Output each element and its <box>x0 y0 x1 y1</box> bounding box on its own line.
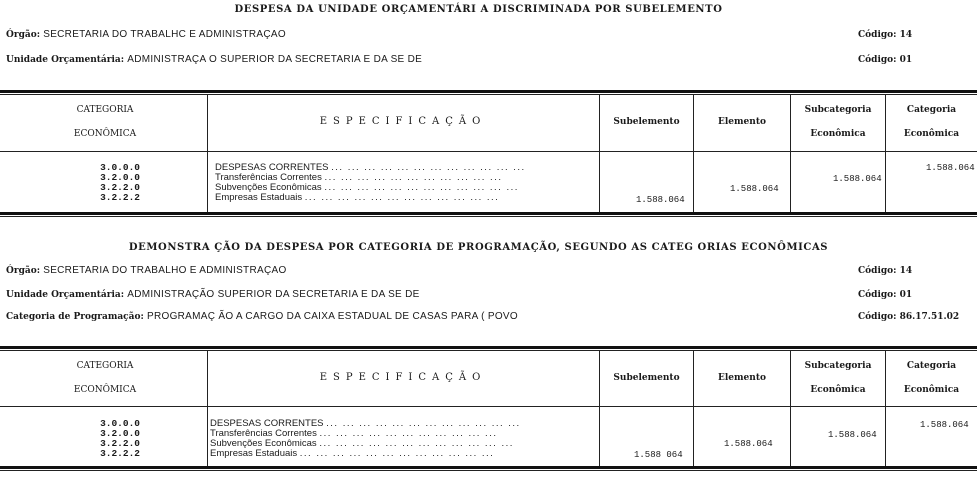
subcategoria-value: 1.588.064 <box>828 430 877 440</box>
programacao-label: Categoria de Programação: <box>6 312 144 322</box>
table-row-code: 3.2.2.0 <box>100 438 140 449</box>
programacao-value: PROGRAMAÇ ÃO A CARGO DA CAIXA ESTADUAL DE CASAS PARA ( POVO <box>147 311 518 322</box>
elemento-value: 1.588.064 <box>724 439 773 449</box>
table-row: Subvenções Econômicas ... ... ... ... ... ... ... ... ... ... ... ... <box>210 438 514 449</box>
header-categoria: CATEGORIA ECONÔMICA <box>73 105 137 139</box>
subelemento-value: 1.588 064 <box>634 450 683 460</box>
unidade-label: Unidade Orçamentária: <box>6 290 125 300</box>
unidade-value: ADMINISTRAÇA O SUPERIOR DA SECRETARIA E DA SE DE <box>127 54 423 65</box>
header-especificacao: ESPECIFICAÇÃO <box>319 116 487 127</box>
orgao-label: Órgão: <box>6 266 41 276</box>
orgao-value: SECRETARIA DO TRABALHC E ADMINISTRAÇAO <box>43 29 286 40</box>
subelemento-value: 1.588.064 <box>636 195 685 205</box>
table-row: Transferências Correntes ... ... ... ... ... ... ... ... ... ... ... <box>210 428 498 439</box>
table-row-code: 3.2.0.0 <box>100 172 140 183</box>
header-subcategoria: Subcategoria Econômica <box>804 105 872 139</box>
header-especificacao: ESPECIFICAÇÃO <box>319 372 487 383</box>
table-row-code: 3.0.0.0 <box>100 418 140 429</box>
section1-orgao-code: Código: 14 <box>858 30 913 40</box>
specification-list <box>215 163 595 203</box>
section2-orgao-code: Código: 14 <box>858 266 913 276</box>
section1-title: DESPESA DA UNIDADE ORÇAMENTÁRI A DISCRIMINADA POR SUBELEMENTO <box>234 4 723 15</box>
table-row: Transferências Correntes ... ... ... ... ... ... ... ... ... ... ... <box>215 172 503 183</box>
table-row: DESPESAS CORRENTES ... ... ... ... ... ... ... ... ... ... ... ... <box>210 419 521 429</box>
section1-unidade-code: Código: 01 <box>858 55 913 65</box>
table-row: DESPESAS CORRENTES ... ... ... ... ... ... ... ... ... ... ... ... <box>215 163 526 173</box>
table-row-code: 3.0.0.0 <box>100 162 140 173</box>
header-elemento: Elemento <box>718 373 766 383</box>
table-row-code: 3.2.2.2 <box>100 448 140 459</box>
section2-unidade <box>6 289 420 300</box>
category-codes <box>60 419 140 459</box>
section1-orgao <box>6 29 286 40</box>
table-row: Subvenções Econômicas ... ... ... ... ... ... ... ... ... ... ... ... <box>215 182 519 193</box>
section2-unidade-code: Código: 01 <box>858 290 913 300</box>
unidade-value: ADMINISTRAÇÃO SUPERIOR DA SECRETARIA E DA SE DE <box>127 289 420 300</box>
orgao-label: Órgão: <box>6 30 41 40</box>
unidade-label: Unidade Orçamentária: <box>6 55 125 65</box>
table-row-code: 3.2.0.0 <box>100 428 140 439</box>
table-row: Empresas Estaduais ... ... ... ... ... ... ... ... ... ... ... ... <box>215 192 500 203</box>
table-row: Empresas Estaduais ... ... ... ... ... ... ... ... ... ... ... ... <box>210 448 495 459</box>
header-subelemento: Subelemento <box>613 373 680 383</box>
section2-programacao <box>6 311 518 322</box>
header-categoria-economica: Categoria Econômica <box>903 105 960 139</box>
elemento-value: 1.588.064 <box>730 184 779 194</box>
section2-programacao-code: Código: 86.17.51.02 <box>858 312 960 322</box>
section2-orgao <box>6 265 287 276</box>
header-categoria: CATEGORIA ECONÔMICA <box>73 361 137 395</box>
header-elemento: Elemento <box>718 117 766 127</box>
header-subelemento: Subelemento <box>613 117 680 127</box>
table-row-code: 3.2.2.0 <box>100 182 140 193</box>
header-categoria-economica: Categoria Econômica <box>903 361 960 395</box>
categoria-value: 1.588.064 <box>926 163 975 173</box>
category-codes <box>60 163 140 203</box>
subcategoria-value: 1.588.064 <box>833 174 882 184</box>
orgao-value: SECRETARIA DO TRABALHO E ADMINISTRAÇAO <box>43 265 287 276</box>
specification-list <box>210 419 595 459</box>
section2-title: DEMONSTRA ÇÃO DA DESPESA POR CATEGORIA DE PROGRAMAÇÃO, SEGUNDO AS CATEG ORIAS ECONÔMICAS <box>128 242 829 253</box>
table-row-code: 3.2.2.2 <box>100 192 140 203</box>
section1-unidade <box>6 54 422 65</box>
header-subcategoria: Subcategoria Econômica <box>804 361 872 395</box>
categoria-value: 1.588.064 <box>920 420 969 430</box>
